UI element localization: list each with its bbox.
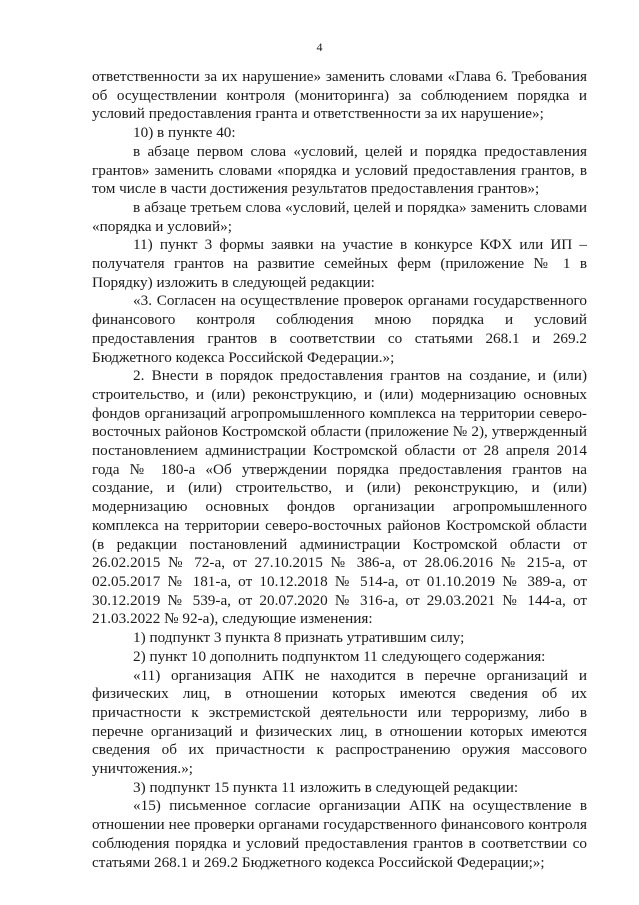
- paragraph: 2) пункт 10 дополнить подпунктом 11 следующего содержания:: [133, 647, 546, 665]
- paragraph: в абзаце третьем слова «условий, целей и порядка» заменить словами «порядка и условий»;: [92, 198, 587, 235]
- document-body: [92, 68, 587, 872]
- paragraph: 3) подпункт 15 пункта 11 изложить в следующей редакции:: [133, 778, 519, 796]
- paragraph: 11) пункт 3 формы заявки на участие в конкурсе КФХ или ИП – получателя грантов на развитие семейных ферм (приложение № 1 в Порядку) изложить в следующей редакции:: [92, 236, 587, 291]
- paragraph: 2. Внести в порядок предоставления грантов на создание, и (или) строительство, и (или) реконструкцию, и (или) модернизацию основных фондов организаций агропромышленного комплекса на территории северо-восточных районов Костромской области (приложение № 2), утвержденный постановлением администрации Костромской области от 28 апреля 2014 года № 180-а «Об утверждении порядка предоставления грантов на создание, и (или) строительство, и (или) реконструкцию, и (или) модернизацию основных фондов организации агропромышленного комплекса на территории северо-восточных районов Костромской области (в редакции постановлений администрации Костромской области от 26.02.2015 № 72-а, от 27.10.2015 № 386-а, от 28.06.2016 № 215-а, от 02.05.2017 № 181-а, от 10.12.2018 № 514-а, от 01.10.2019 № 389-а, от 30.12.2019 № 539-а, от 20.07.2020 № 316-а, от 29.03.2021 № 144-а, от 21.03.2022 № 92-а), следующие изменения:: [92, 367, 587, 628]
- paragraph: «3. Согласен на осуществление проверок органами государственного финансового контроля соблюдения мною порядка и условий предоставления грантов в соответствии со статьями 268.1 и 269.2 Бюджетного кодекса Российской Федерации.»;: [92, 292, 587, 366]
- paragraph: 10) в пункте 40:: [133, 124, 236, 142]
- paragraph: ответственности за их нарушение» заменить словами «Глава 6. Требования об осуществлении контроля (мониторинга) за соблюдением порядка и условий предоставления гранта и ответственности за их нарушение»;: [92, 68, 587, 123]
- page-number: 4: [316, 40, 323, 54]
- paragraph: «11) организация АПК не находится в перечне организаций и физических лиц, в отношении которых имеются сведения об их причастности к экстремистской деятельности или терроризму, либо в перечне организаций и физических лиц, в отношении которых имеются сведения об их причастности к распространению оружия массового уничтожения.»;: [92, 666, 587, 778]
- paragraph: в абзаце первом слова «условий, целей и порядка предоставления грантов» заменить словами «порядка и условий предоставления грантов, в том числе в части достижения результатов предоставления грантов»;: [92, 142, 587, 198]
- paragraph: 1) подпункт 3 пункта 8 признать утратившим силу;: [133, 629, 465, 647]
- paragraph: «15) письменное согласие организации АПК на осуществление в отношении нее проверки органами государственного финансового контроля соблюдения порядка и условий предоставления грантов в соответствии со статьями 268.1 и 269.2 Бюджетного кодекса Российской Федерации;»;: [92, 797, 587, 871]
